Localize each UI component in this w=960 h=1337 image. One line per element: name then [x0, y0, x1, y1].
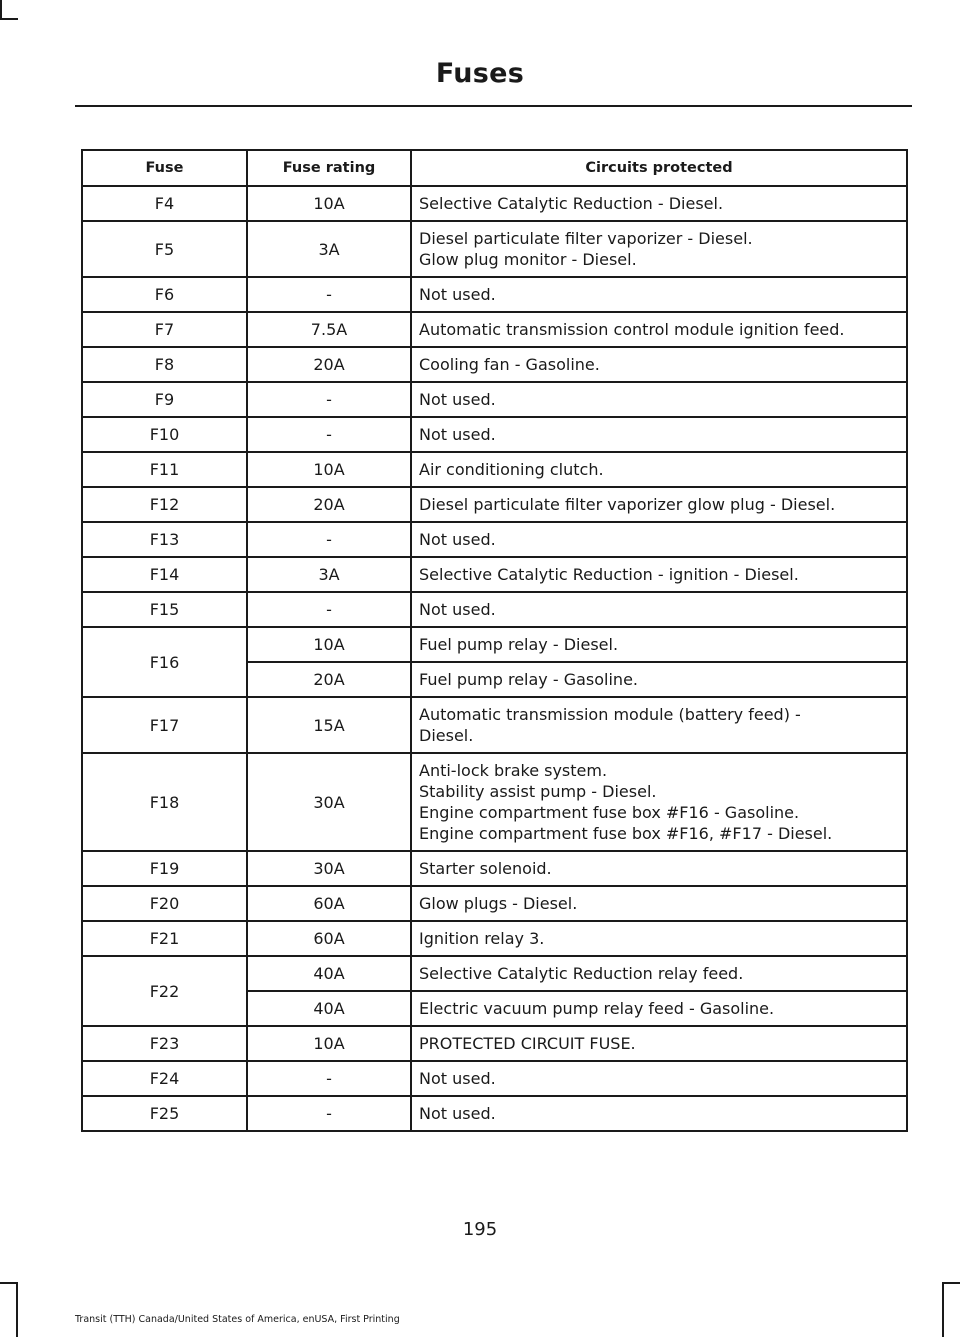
circuit-line: Fuel pump relay - Diesel. [419, 635, 619, 654]
circuits-cell [411, 627, 907, 662]
circuit-line: Ignition relay 3. [419, 929, 545, 948]
circuit-line: PROTECTED CIRCUIT FUSE. [419, 1034, 636, 1053]
table-row [82, 886, 907, 921]
circuits-cell [411, 382, 907, 417]
circuit-line: Not used. [419, 600, 496, 619]
fuse-rating-cell: 20A [247, 347, 411, 382]
table-row [82, 221, 907, 277]
fuse-rating-cell: 10A [247, 452, 411, 487]
fuse-id-cell: F21 [82, 921, 247, 956]
fuse-id-cell: F4 [82, 186, 247, 221]
table-row [82, 487, 907, 522]
circuit-line: Selective Catalytic Reduction - ignition - Diesel. [419, 565, 799, 584]
circuit-line: Not used. [419, 530, 496, 549]
fuse-rating-cell: 10A [247, 627, 411, 662]
fuse-rating-cell: 7.5A [247, 312, 411, 347]
crop-mark-bottom-left [16, 1282, 18, 1337]
circuit-line: Starter solenoid. [419, 859, 552, 878]
circuits-cell [411, 886, 907, 921]
crop-mark-bottom-right [942, 1282, 944, 1337]
circuits-cell [411, 1061, 907, 1096]
fuse-rating-cell: 20A [247, 662, 411, 697]
table-row [82, 1026, 907, 1061]
fuse-rating-cell: 15A [247, 697, 411, 753]
fuse-table-body [82, 186, 907, 1131]
table-header-row [82, 150, 907, 186]
crop-mark-top-left [0, 18, 18, 20]
circuits-cell [411, 312, 907, 347]
table-row [82, 382, 907, 417]
circuits-cell [411, 522, 907, 557]
fuse-id-cell: F11 [82, 452, 247, 487]
fuse-rating-cell: 40A [247, 956, 411, 991]
fuse-id-cell: F15 [82, 592, 247, 627]
title-divider [75, 105, 912, 107]
circuits-cell [411, 186, 907, 221]
fuse-rating-cell: 3A [247, 557, 411, 592]
table-row [82, 557, 907, 592]
circuits-cell [411, 221, 907, 277]
fuse-rating-cell: - [247, 522, 411, 557]
table-row [82, 592, 907, 627]
circuit-line: Glow plug monitor - Diesel. [419, 250, 637, 269]
fuse-id-cell: F19 [82, 851, 247, 886]
table-row [82, 753, 907, 851]
fuse-rating-cell: 10A [247, 186, 411, 221]
circuits-cell [411, 1026, 907, 1061]
fuse-table [81, 149, 908, 1132]
fuse-id-cell: F14 [82, 557, 247, 592]
circuits-cell [411, 557, 907, 592]
crop-mark-top-left [0, 0, 2, 18]
fuse-id-cell: F9 [82, 382, 247, 417]
circuit-line: Air conditioning clutch. [419, 460, 604, 479]
table-row [82, 312, 907, 347]
circuit-line: Not used. [419, 425, 496, 444]
fuse-rating-cell: 30A [247, 753, 411, 851]
fuse-rating-cell: 40A [247, 991, 411, 1026]
fuse-id-cell: F5 [82, 221, 247, 277]
circuit-line: Diesel particulate filter vaporizer glow plug - Diesel. [419, 495, 836, 514]
publication-footer: Transit (TTH) Canada/United States of America, enUSA, First Printing [75, 1314, 400, 1325]
circuits-cell [411, 991, 907, 1026]
circuit-line: Stability assist pump - Diesel. [419, 782, 657, 801]
circuit-line: Fuel pump relay - Gasoline. [419, 670, 638, 689]
fuse-rating-cell: - [247, 382, 411, 417]
table-row [82, 1061, 907, 1096]
circuits-cell [411, 1096, 907, 1131]
fuse-rating-cell: - [247, 417, 411, 452]
circuits-cell [411, 452, 907, 487]
circuits-cell [411, 487, 907, 522]
fuse-id-cell: F24 [82, 1061, 247, 1096]
circuits-cell [411, 956, 907, 991]
circuit-line: Engine compartment fuse box #F16 - Gasoline. [419, 803, 800, 822]
fuse-id-cell: F10 [82, 417, 247, 452]
circuit-line: Glow plugs - Diesel. [419, 894, 578, 913]
fuse-id-cell: F12 [82, 487, 247, 522]
circuit-line: Diesel particulate filter vaporizer - Diesel. [419, 229, 753, 248]
circuit-line: Not used. [419, 390, 496, 409]
circuits-cell [411, 697, 907, 753]
circuits-cell [411, 347, 907, 382]
fuse-id-cell: F8 [82, 347, 247, 382]
table-row [82, 627, 907, 662]
table-row [82, 851, 907, 886]
fuse-id-cell: F13 [82, 522, 247, 557]
fuse-id-cell: F22 [82, 956, 247, 1026]
fuse-rating-cell: - [247, 277, 411, 312]
circuit-line: Cooling fan - Gasoline. [419, 355, 600, 374]
page-number: 195 [462, 1219, 498, 1240]
fuse-rating-cell: - [247, 592, 411, 627]
fuse-rating-cell: 3A [247, 221, 411, 277]
circuits-cell [411, 851, 907, 886]
fuse-rating-cell: 20A [247, 487, 411, 522]
circuits-cell [411, 417, 907, 452]
circuit-line: Diesel. [419, 726, 474, 745]
circuits-cell [411, 753, 907, 851]
fuse-rating-cell: 30A [247, 851, 411, 886]
circuit-line: Not used. [419, 1104, 496, 1123]
table-row [82, 1096, 907, 1131]
fuse-rating-cell: 60A [247, 921, 411, 956]
table-row [82, 921, 907, 956]
fuse-id-cell: F6 [82, 277, 247, 312]
fuse-id-cell: F17 [82, 697, 247, 753]
circuits-cell [411, 921, 907, 956]
fuse-id-cell: F7 [82, 312, 247, 347]
page-title: Fuses [435, 58, 525, 89]
table-row [82, 186, 907, 221]
column-header-fuse: Fuse [82, 150, 247, 186]
circuits-cell [411, 662, 907, 697]
table-row [82, 697, 907, 753]
crop-mark-bottom-right [942, 1282, 960, 1284]
circuits-cell [411, 277, 907, 312]
table-row [82, 277, 907, 312]
fuse-rating-cell: 10A [247, 1026, 411, 1061]
table-row [82, 417, 907, 452]
fuse-id-cell: F18 [82, 753, 247, 851]
fuse-rating-cell: - [247, 1096, 411, 1131]
circuit-line: Anti-lock brake system. [419, 761, 608, 780]
table-row [82, 522, 907, 557]
circuit-line: Selective Catalytic Reduction - Diesel. [419, 194, 724, 213]
fuse-rating-cell: 60A [247, 886, 411, 921]
circuit-line: Automatic transmission module (battery feed) - [419, 705, 801, 724]
fuse-id-cell: F16 [82, 627, 247, 697]
table-row [82, 956, 907, 991]
column-header-circuits: Circuits protected [411, 150, 907, 186]
table-row [82, 452, 907, 487]
fuse-id-cell: F25 [82, 1096, 247, 1131]
circuits-cell [411, 592, 907, 627]
circuit-line: Not used. [419, 1069, 496, 1088]
fuse-rating-cell: - [247, 1061, 411, 1096]
circuit-line: Engine compartment fuse box #F16, #F17 - Diesel. [419, 824, 833, 843]
circuit-line: Selective Catalytic Reduction relay feed. [419, 964, 744, 983]
column-header-rating: Fuse rating [247, 150, 411, 186]
circuit-line: Automatic transmission control module ignition feed. [419, 320, 845, 339]
fuse-id-cell: F23 [82, 1026, 247, 1061]
table-row [82, 347, 907, 382]
circuit-line: Not used. [419, 285, 496, 304]
fuse-id-cell: F20 [82, 886, 247, 921]
circuit-line: Electric vacuum pump relay feed - Gasoline. [419, 999, 775, 1018]
